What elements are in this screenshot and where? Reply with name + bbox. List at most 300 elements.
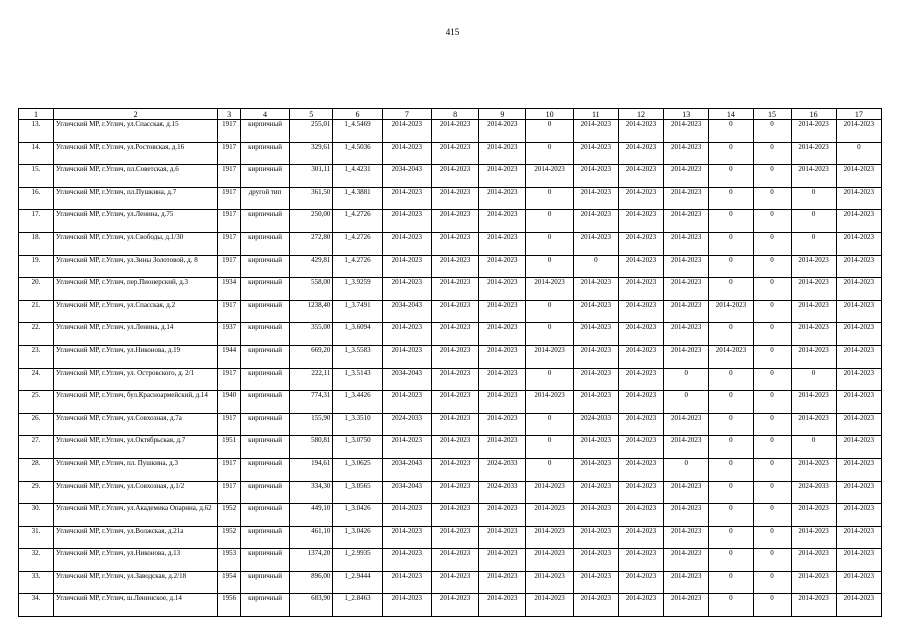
table-cell-col-9: 2014-2023 — [479, 300, 526, 323]
column-header-6: 6 — [333, 109, 382, 120]
table-cell-col-15: 0 — [753, 120, 791, 143]
table-cell-col-9: 2014-2023 — [479, 255, 526, 278]
table-cell-col-8: 2014-2023 — [431, 549, 478, 572]
table-cell-col-8: 2014-2023 — [431, 504, 478, 527]
table-cell-col-2: Угличский МР, г.Углич, ул.Академика Опарина, д.62 — [53, 504, 217, 527]
column-header-8: 8 — [431, 109, 478, 120]
table-cell-col-4: кирпичный — [240, 278, 289, 301]
table-cell-col-3: 1951 — [218, 436, 241, 459]
table-cell-col-13: 0 — [664, 458, 709, 481]
table-cell-col-8: 2014-2023 — [431, 120, 478, 143]
table-cell-col-1: 22. — [19, 323, 54, 346]
table-row — [19, 120, 882, 143]
table-cell-col-6: 1_2.9935 — [333, 549, 382, 572]
table-cell-col-7: 2014-2023 — [382, 549, 431, 572]
table-cell-col-12: 2014-2023 — [618, 391, 663, 414]
table-row — [19, 142, 882, 165]
table-cell-col-15: 0 — [753, 210, 791, 233]
table-cell-col-8: 2014-2023 — [431, 481, 478, 504]
table-cell-col-7: 2024-2033 — [382, 413, 431, 436]
table-cell-col-11: 2014-2023 — [573, 345, 618, 368]
table-cell-col-16: 2014-2023 — [791, 165, 836, 188]
table-cell-col-1: 20. — [19, 278, 54, 301]
table-cell-col-5: 272,80 — [290, 232, 333, 255]
table-cell-col-2: Угличский МР, г.Углич, ул.Волжская, д.21а — [53, 526, 217, 549]
table-cell-col-2: Угличский МР, г.Углич, ул.Заводская, д.2/18 — [53, 571, 217, 594]
table-cell-col-4: кирпичный — [240, 120, 289, 143]
page-number: 415 — [445, 27, 460, 37]
table-row — [19, 391, 882, 414]
table-cell-col-9: 2014-2023 — [479, 210, 526, 233]
table-cell-col-6: 1_3.5143 — [333, 368, 382, 391]
table-cell-col-7: 2034-2043 — [382, 481, 431, 504]
table-cell-col-7: 2034-2043 — [382, 458, 431, 481]
table-cell-col-13: 2014-2023 — [664, 232, 709, 255]
table-cell-col-1: 19. — [19, 255, 54, 278]
table-cell-col-9: 2014-2023 — [479, 345, 526, 368]
table-cell-col-16: 2014-2023 — [791, 391, 836, 414]
table-cell-col-13: 2014-2023 — [664, 504, 709, 527]
table-cell-col-9: 2014-2023 — [479, 504, 526, 527]
table-cell-col-9: 2024-2033 — [479, 458, 526, 481]
table-cell-col-13: 0 — [664, 368, 709, 391]
column-header-9: 9 — [479, 109, 526, 120]
table-cell-col-4: кирпичный — [240, 232, 289, 255]
table-cell-col-9: 2014-2023 — [479, 549, 526, 572]
table-cell-col-15: 0 — [753, 413, 791, 436]
table-cell-col-6: 1_4.2726 — [333, 232, 382, 255]
table-cell-col-6: 1_3.3510 — [333, 413, 382, 436]
table-cell-col-17: 2014-2023 — [836, 368, 881, 391]
table-row — [19, 232, 882, 255]
table-cell-col-16: 0 — [791, 232, 836, 255]
table-cell-col-7: 2014-2023 — [382, 278, 431, 301]
table-cell-col-8: 2014-2023 — [431, 391, 478, 414]
table-cell-col-7: 2014-2023 — [382, 391, 431, 414]
table-cell-col-6: 1_3.7491 — [333, 300, 382, 323]
table-cell-col-8: 2014-2023 — [431, 165, 478, 188]
table-cell-col-14: 0 — [709, 210, 753, 233]
table-cell-col-13: 2014-2023 — [664, 436, 709, 459]
table-cell-col-17: 2014-2023 — [836, 120, 881, 143]
column-header-7: 7 — [382, 109, 431, 120]
column-header-10: 10 — [526, 109, 573, 120]
table-cell-col-7: 2014-2023 — [382, 187, 431, 210]
table-cell-col-3: 1954 — [218, 571, 241, 594]
table-row — [19, 458, 882, 481]
table-cell-col-11: 2014-2023 — [573, 368, 618, 391]
table-cell-col-14: 0 — [709, 255, 753, 278]
table-cell-col-8: 2014-2023 — [431, 142, 478, 165]
table-cell-col-16: 2014-2023 — [791, 413, 836, 436]
housing-registry-table — [18, 108, 882, 617]
table-cell-col-12: 2014-2023 — [618, 481, 663, 504]
table-cell-col-13: 2014-2023 — [664, 165, 709, 188]
table-cell-col-12: 2014-2023 — [618, 549, 663, 572]
table-cell-col-13: 2014-2023 — [664, 255, 709, 278]
table-cell-col-4: кирпичный — [240, 345, 289, 368]
table-cell-col-14: 0 — [709, 165, 753, 188]
table-cell-col-12: 2014-2023 — [618, 594, 663, 617]
table-cell-col-10: 2014-2023 — [526, 504, 573, 527]
table-cell-col-13: 2014-2023 — [664, 210, 709, 233]
table-cell-col-15: 0 — [753, 278, 791, 301]
table-row — [19, 436, 882, 459]
table-cell-col-17: 2014-2023 — [836, 436, 881, 459]
table-cell-col-1: 16. — [19, 187, 54, 210]
table-cell-col-7: 2014-2023 — [382, 436, 431, 459]
table-cell-col-16: 2014-2023 — [791, 323, 836, 346]
table-cell-col-14: 0 — [709, 187, 753, 210]
table-cell-col-15: 0 — [753, 232, 791, 255]
table-cell-col-4: кирпичный — [240, 526, 289, 549]
table-cell-col-6: 1_2.8463 — [333, 594, 382, 617]
table-cell-col-5: 558,00 — [290, 278, 333, 301]
table-cell-col-2: Угличский МР, г.Углич, ул.Никонова, д.13 — [53, 549, 217, 572]
table-cell-col-1: 21. — [19, 300, 54, 323]
table-cell-col-1: 17. — [19, 210, 54, 233]
table-cell-col-6: 1_4.4231 — [333, 165, 382, 188]
table-cell-col-1: 18. — [19, 232, 54, 255]
table-cell-col-9: 2014-2023 — [479, 323, 526, 346]
table-cell-col-1: 26. — [19, 413, 54, 436]
table-cell-col-7: 2014-2023 — [382, 526, 431, 549]
table-cell-col-14: 0 — [709, 436, 753, 459]
table-cell-col-8: 2014-2023 — [431, 300, 478, 323]
table-cell-col-10: 2014-2023 — [526, 345, 573, 368]
table-cell-col-4: кирпичный — [240, 458, 289, 481]
table-cell-col-11: 2014-2023 — [573, 571, 618, 594]
table-cell-col-9: 2014-2023 — [479, 436, 526, 459]
table-cell-col-11: 2014-2023 — [573, 232, 618, 255]
table-cell-col-2: Угличский МР, г.Углич, ул. Островского, д. 2/1 — [53, 368, 217, 391]
table-cell-col-3: 1917 — [218, 187, 241, 210]
table-cell-col-10: 2014-2023 — [526, 165, 573, 188]
table-cell-col-15: 0 — [753, 165, 791, 188]
table-cell-col-1: 33. — [19, 571, 54, 594]
table-cell-col-8: 2014-2023 — [431, 232, 478, 255]
table-cell-col-17: 2014-2023 — [836, 210, 881, 233]
table-cell-col-16: 2014-2023 — [791, 120, 836, 143]
table-cell-col-3: 1917 — [218, 413, 241, 436]
column-header-2: 2 — [53, 109, 217, 120]
table-cell-col-12: 2014-2023 — [618, 165, 663, 188]
table-cell-col-10: 0 — [526, 368, 573, 391]
column-header-11: 11 — [573, 109, 618, 120]
table-cell-col-12: 2014-2023 — [618, 458, 663, 481]
table-cell-col-11: 2014-2023 — [573, 594, 618, 617]
table-cell-col-14: 0 — [709, 481, 753, 504]
table-cell-col-6: 1_3.0625 — [333, 458, 382, 481]
table-cell-col-12: 2014-2023 — [618, 300, 663, 323]
table-cell-col-12: 2014-2023 — [618, 368, 663, 391]
table-cell-col-13: 2014-2023 — [664, 300, 709, 323]
table-cell-col-17: 2014-2023 — [836, 255, 881, 278]
table-cell-col-17: 2014-2023 — [836, 594, 881, 617]
column-header-12: 12 — [618, 109, 663, 120]
table-cell-col-9: 2014-2023 — [479, 571, 526, 594]
table-cell-col-6: 1_3.0565 — [333, 481, 382, 504]
table-cell-col-3: 1917 — [218, 255, 241, 278]
table-cell-col-17: 2014-2023 — [836, 504, 881, 527]
table-cell-col-7: 2014-2023 — [382, 323, 431, 346]
table-cell-col-1: 24. — [19, 368, 54, 391]
table-cell-col-3: 1917 — [218, 210, 241, 233]
table-cell-col-17: 2014-2023 — [836, 187, 881, 210]
table-cell-col-8: 2014-2023 — [431, 210, 478, 233]
table-row — [19, 368, 882, 391]
table-row — [19, 187, 882, 210]
table-cell-col-13: 2014-2023 — [664, 526, 709, 549]
table-cell-col-11: 2014-2023 — [573, 278, 618, 301]
table-cell-col-14: 0 — [709, 368, 753, 391]
table-row — [19, 594, 882, 617]
table-cell-col-7: 2014-2023 — [382, 120, 431, 143]
table-cell-col-11: 2014-2023 — [573, 323, 618, 346]
table-cell-col-10: 0 — [526, 142, 573, 165]
table-cell-col-8: 2014-2023 — [431, 345, 478, 368]
table-row — [19, 255, 882, 278]
table-cell-col-16: 2014-2023 — [791, 345, 836, 368]
table-row — [19, 413, 882, 436]
table-cell-col-5: 580,81 — [290, 436, 333, 459]
table-cell-col-3: 1917 — [218, 300, 241, 323]
table-cell-col-8: 2014-2023 — [431, 278, 478, 301]
table-cell-col-6: 1_3.4426 — [333, 391, 382, 414]
table-cell-col-4: кирпичный — [240, 594, 289, 617]
table-cell-col-7: 2014-2023 — [382, 504, 431, 527]
table-cell-col-12: 2014-2023 — [618, 210, 663, 233]
table-cell-col-14: 0 — [709, 549, 753, 572]
table-cell-col-4: кирпичный — [240, 300, 289, 323]
table-cell-col-17: 2014-2023 — [836, 165, 881, 188]
table-cell-col-5: 155,90 — [290, 413, 333, 436]
table-cell-col-6: 1_3.0426 — [333, 504, 382, 527]
table-cell-col-5: 1374,20 — [290, 549, 333, 572]
column-header-4: 4 — [240, 109, 289, 120]
table-cell-col-8: 2014-2023 — [431, 458, 478, 481]
table-cell-col-10: 0 — [526, 232, 573, 255]
table-cell-col-11: 2014-2023 — [573, 504, 618, 527]
table-cell-col-3: 1917 — [218, 165, 241, 188]
table-cell-col-5: 683,90 — [290, 594, 333, 617]
table-row — [19, 526, 882, 549]
table-cell-col-10: 0 — [526, 187, 573, 210]
table-cell-col-14: 0 — [709, 142, 753, 165]
table-cell-col-8: 2014-2023 — [431, 594, 478, 617]
table-cell-col-2: Угличский МР, г.Углич, ул.Совхозная, д.1/2 — [53, 481, 217, 504]
table-cell-col-11: 2014-2023 — [573, 165, 618, 188]
table-cell-col-17: 2014-2023 — [836, 345, 881, 368]
table-cell-col-6: 1_4.3881 — [333, 187, 382, 210]
table-cell-col-4: кирпичный — [240, 549, 289, 572]
table-cell-col-13: 2014-2023 — [664, 345, 709, 368]
table-cell-col-10: 2014-2023 — [526, 391, 573, 414]
table-cell-col-7: 2014-2023 — [382, 345, 431, 368]
table-cell-col-14: 0 — [709, 526, 753, 549]
table-cell-col-17: 2014-2023 — [836, 481, 881, 504]
table-cell-col-7: 2034-2043 — [382, 300, 431, 323]
table-cell-col-2: Угличский МР, г.Углич, ул.Ленина, д.14 — [53, 323, 217, 346]
table-cell-col-14: 0 — [709, 120, 753, 143]
table-cell-col-10: 2014-2023 — [526, 278, 573, 301]
table-cell-col-2: Угличский МР, г.Углич, ул.Зины Золотовой, д. 8 — [53, 255, 217, 278]
table-cell-col-16: 2024-2033 — [791, 481, 836, 504]
table-cell-col-4: кирпичный — [240, 413, 289, 436]
table-cell-col-14: 0 — [709, 323, 753, 346]
table-cell-col-1: 29. — [19, 481, 54, 504]
table-cell-col-2: Угличский МР, г.Углич, ул.Свободы, д.1/30 — [53, 232, 217, 255]
table-cell-col-13: 2014-2023 — [664, 142, 709, 165]
table-cell-col-11: 2014-2023 — [573, 391, 618, 414]
table-cell-col-11: 2014-2023 — [573, 142, 618, 165]
table-cell-col-3: 1917 — [218, 458, 241, 481]
table-cell-col-1: 30. — [19, 504, 54, 527]
table-cell-col-16: 0 — [791, 210, 836, 233]
table-cell-col-4: кирпичный — [240, 571, 289, 594]
table-cell-col-9: 2014-2023 — [479, 594, 526, 617]
table-cell-col-16: 2014-2023 — [791, 458, 836, 481]
table-cell-col-13: 2014-2023 — [664, 481, 709, 504]
table-row — [19, 481, 882, 504]
table-row — [19, 549, 882, 572]
table-cell-col-13: 2014-2023 — [664, 323, 709, 346]
table-cell-col-15: 0 — [753, 526, 791, 549]
table-cell-col-16: 2014-2023 — [791, 526, 836, 549]
table-cell-col-14: 0 — [709, 391, 753, 414]
table-cell-col-9: 2024-2033 — [479, 481, 526, 504]
table-cell-col-13: 2014-2023 — [664, 278, 709, 301]
table-cell-col-10: 0 — [526, 255, 573, 278]
table-cell-col-1: 27. — [19, 436, 54, 459]
table-row — [19, 278, 882, 301]
table-cell-col-4: кирпичный — [240, 142, 289, 165]
table-cell-col-12: 2014-2023 — [618, 571, 663, 594]
table-cell-col-13: 2014-2023 — [664, 120, 709, 143]
table-cell-col-4: другой тип — [240, 187, 289, 210]
table-cell-col-1: 28. — [19, 458, 54, 481]
table-cell-col-15: 0 — [753, 391, 791, 414]
table-cell-col-1: 31. — [19, 526, 54, 549]
table-cell-col-3: 1944 — [218, 345, 241, 368]
table-cell-col-15: 0 — [753, 436, 791, 459]
table-cell-col-13: 0 — [664, 391, 709, 414]
table-cell-col-10: 0 — [526, 120, 573, 143]
table-cell-col-15: 0 — [753, 571, 791, 594]
table-cell-col-16: 2014-2023 — [791, 571, 836, 594]
table-cell-col-8: 2014-2023 — [431, 571, 478, 594]
table-cell-col-13: 2014-2023 — [664, 571, 709, 594]
table-cell-col-7: 2014-2023 — [382, 594, 431, 617]
table-cell-col-6: 1_3.6094 — [333, 323, 382, 346]
table-cell-col-4: кирпичный — [240, 210, 289, 233]
table-cell-col-14: 2014-2023 — [709, 300, 753, 323]
column-header-13: 13 — [664, 109, 709, 120]
table-cell-col-15: 0 — [753, 594, 791, 617]
table-cell-col-4: кирпичный — [240, 481, 289, 504]
table-cell-col-12: 2014-2023 — [618, 345, 663, 368]
table-cell-col-6: 1_4.2726 — [333, 210, 382, 233]
table-cell-col-5: 449,10 — [290, 504, 333, 527]
table-body — [19, 120, 882, 617]
table-cell-col-3: 1934 — [218, 278, 241, 301]
table-cell-col-3: 1952 — [218, 526, 241, 549]
table-cell-col-2: Угличский МР, г.Углич, пер.Пионерский, д.3 — [53, 278, 217, 301]
table-cell-col-11: 2024-2033 — [573, 413, 618, 436]
table-cell-col-3: 1952 — [218, 504, 241, 527]
table-cell-col-11: 0 — [573, 255, 618, 278]
table-cell-col-6: 1_3.5583 — [333, 345, 382, 368]
table-cell-col-17: 2014-2023 — [836, 391, 881, 414]
table-cell-col-14: 0 — [709, 594, 753, 617]
table-cell-col-2: Угличский МР, г.Углич, ул.Ростовская, д.16 — [53, 142, 217, 165]
table-cell-col-8: 2014-2023 — [431, 413, 478, 436]
table-cell-col-1: 32. — [19, 549, 54, 572]
table-cell-col-10: 0 — [526, 300, 573, 323]
table-cell-col-1: 34. — [19, 594, 54, 617]
table-cell-col-5: 250,00 — [290, 210, 333, 233]
table-cell-col-7: 2014-2023 — [382, 255, 431, 278]
table-cell-col-13: 2014-2023 — [664, 413, 709, 436]
table-row — [19, 571, 882, 594]
table-cell-col-2: Угличский МР, г.Углич, ул.Совхозная, д.7а — [53, 413, 217, 436]
table-cell-col-3: 1917 — [218, 142, 241, 165]
table-cell-col-8: 2014-2023 — [431, 526, 478, 549]
table-cell-col-15: 0 — [753, 504, 791, 527]
table-cell-col-3: 1917 — [218, 232, 241, 255]
table-cell-col-17: 2014-2023 — [836, 323, 881, 346]
table-cell-col-8: 2014-2023 — [431, 323, 478, 346]
column-header-16: 16 — [791, 109, 836, 120]
table-cell-col-15: 0 — [753, 368, 791, 391]
table-cell-col-5: 461,10 — [290, 526, 333, 549]
column-header-14: 14 — [709, 109, 753, 120]
table-cell-col-1: 13. — [19, 120, 54, 143]
table-cell-col-15: 0 — [753, 323, 791, 346]
table-cell-col-6: 1_4.5469 — [333, 120, 382, 143]
table-cell-col-6: 1_3.0426 — [333, 526, 382, 549]
table-cell-col-6: 1_4.5036 — [333, 142, 382, 165]
table-cell-col-2: Угличский МР, г.Углич, пл.Пушкина, д.7 — [53, 187, 217, 210]
table-cell-col-7: 2034-2043 — [382, 368, 431, 391]
table-cell-col-16: 2014-2023 — [791, 504, 836, 527]
table-cell-col-9: 2014-2023 — [479, 413, 526, 436]
table-cell-col-16: 2014-2023 — [791, 142, 836, 165]
table-cell-col-17: 2014-2023 — [836, 278, 881, 301]
table-cell-col-5: 255,01 — [290, 120, 333, 143]
table-cell-col-4: кирпичный — [240, 368, 289, 391]
table-cell-col-4: кирпичный — [240, 165, 289, 188]
table-cell-col-15: 0 — [753, 549, 791, 572]
table-cell-col-5: 774,31 — [290, 391, 333, 414]
table-cell-col-3: 1917 — [218, 120, 241, 143]
table-cell-col-3: 1917 — [218, 368, 241, 391]
table-cell-col-7: 2014-2023 — [382, 232, 431, 255]
table-cell-col-3: 1953 — [218, 549, 241, 572]
table-cell-col-16: 0 — [791, 368, 836, 391]
table-cell-col-11: 2014-2023 — [573, 436, 618, 459]
table-cell-col-11: 2014-2023 — [573, 549, 618, 572]
table-cell-col-15: 0 — [753, 458, 791, 481]
table-cell-col-7: 2014-2023 — [382, 210, 431, 233]
table-cell-col-16: 2014-2023 — [791, 594, 836, 617]
table-cell-col-17: 2014-2023 — [836, 571, 881, 594]
table-cell-col-15: 0 — [753, 481, 791, 504]
table-cell-col-6: 1_3.9259 — [333, 278, 382, 301]
table-cell-col-16: 2014-2023 — [791, 255, 836, 278]
table-cell-col-14: 0 — [709, 413, 753, 436]
table-cell-col-11: 2014-2023 — [573, 481, 618, 504]
